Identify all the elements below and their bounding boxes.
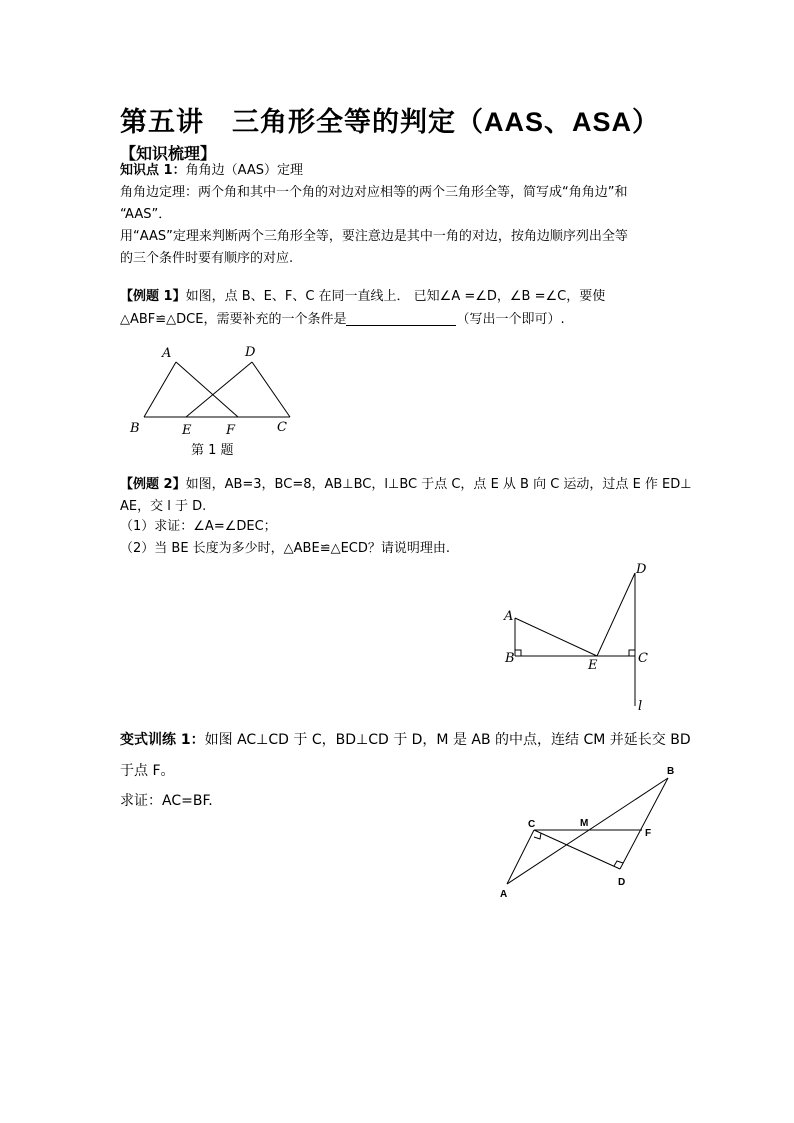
line-af [176,362,238,417]
knowledge-line-2: “AAS”． [120,207,172,222]
fig3-label-d: D [618,877,626,888]
fig2-label-c: C [638,651,648,666]
example2-question-1: （1）求证：∠A=∠DEC； [120,519,277,534]
page-title [120,100,660,139]
example1-line-2 [120,309,565,331]
example1-text-2a: △ABF≌△DCE，需要补充的一个条件是 [120,312,347,327]
line-dc [252,362,290,417]
fig2-label-b: B [505,651,515,666]
answer-blank[interactable] [346,311,456,326]
figure-example2 [495,558,670,718]
example2-text-1: 如图，AB=3，BC=8，AB⊥BC，l⊥BC 于点 C，点 E 从 B 向 C 运动，过点 E 作 ED⊥ [185,477,692,492]
exercise1-line-3: 求证：AC=BF. [120,793,213,809]
fig2-label-a: A [504,609,514,624]
section-heading: 【知识梳理】 [120,144,217,163]
line-ab [144,362,176,417]
line-ae [515,618,597,656]
line-ed [186,362,252,417]
example2-question-2: （2）当 BE 长度为多少时，△ABE≌△ECD？请说明理由. [120,541,451,556]
fig1-label-e: E [182,423,192,438]
fig3-label-f: F [645,828,652,839]
knowledge-point [120,160,303,182]
fig1-label-d: D [245,345,256,360]
line-cd [534,830,620,869]
example2-label: 【例题 2】 [120,477,186,492]
exercise1-label: 变式训练 1： [120,732,205,748]
fig2-label-e: E [588,658,598,673]
example2-line-1 [120,474,692,496]
fig1-caption: 第 1 题 [191,443,234,458]
fig1-label-f: F [226,423,236,438]
fig1-label-c: C [277,420,287,435]
exercise1-text-1: 如图 AC⊥CD 于 C，BD⊥CD 于 D，M 是 AB 的中点，连结 CM 并延长交 BD [204,732,691,748]
line-bd [620,778,668,869]
knowledge-point-text: 角角边（AAS）定理 [185,163,303,178]
title-part2: AAS、ASA [484,107,633,137]
title-part1: 第五讲 三角形全等的判定（ [120,107,484,138]
fig3-label-c: C [528,819,536,830]
example2-line-2: AE，交 l 于 D. [120,499,207,514]
right-angle-c [629,650,635,656]
right-angle-b [515,650,521,656]
figure-example1 [120,340,310,465]
exercise1-line-1 [120,729,691,751]
exercise1-line-2: 于点 F。 [120,763,175,779]
knowledge-point-label: 知识点 1： [120,163,186,178]
fig1-label-a: A [162,346,172,361]
line-ed [597,573,635,656]
right-angle-c [534,833,541,839]
example1-text-1: 如图，点 B、E、F、C 在同一直线上． 已知∠A =∠D，∠B =∠C，要使 [185,289,606,304]
fig3-label-b: B [667,766,675,777]
knowledge-line-1: 角角边定理：两个角和其中一个角的对边对应相等的两个三角形全等，简写成“角角边”和 [120,185,628,200]
fig2-label-l: l [638,699,643,714]
knowledge-line-3: 用“AAS”定理来判断两个三角形全等，要注意边是其中一角的对边，按角边顺序列出全等 [120,229,628,244]
fig3-label-m: M [580,818,589,829]
line-ac [507,830,534,884]
fig2-label-d: D [636,562,647,577]
fig3-label-a: A [500,889,508,900]
example1-text-2b: （写出一个即可）. [456,312,565,327]
example1-line-1 [120,286,605,308]
figure-exercise1 [490,758,690,903]
knowledge-line-4: 的三个条件时要有顺序的对应. [120,251,294,266]
example1-label: 【例题 1】 [120,289,186,304]
fig1-label-b: B [130,421,140,436]
line-ab [507,778,668,884]
title-part3: ） [632,107,661,138]
